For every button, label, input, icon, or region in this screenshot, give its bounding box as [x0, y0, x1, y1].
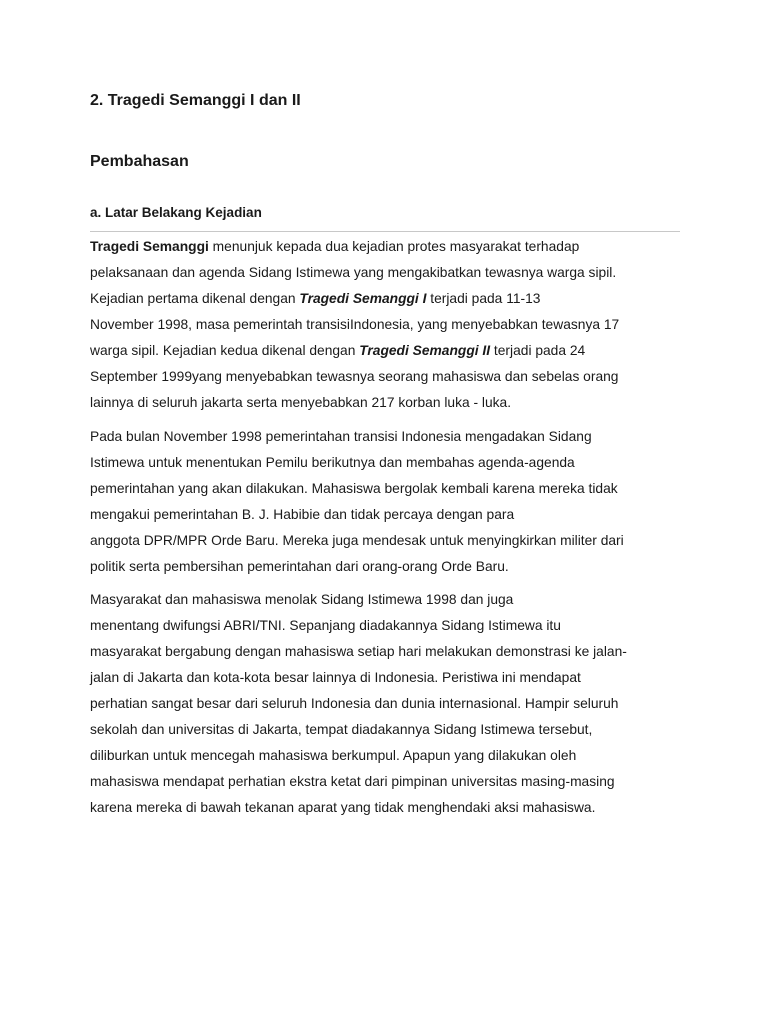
bold-italic-term: Tragedi Semanggi I	[299, 291, 427, 306]
paragraph-line	[90, 234, 690, 260]
paragraph-line: November 1998, masa pemerintah transisiIndonesia, yang menyebabkan tewasnya 17	[90, 317, 620, 332]
paragraph-line: sekolah dan universitas di Jakarta, tempat diadakannya Sidang Istimewa tersebut,	[90, 722, 593, 737]
text-run: warga sipil. Kejadian kedua dikenal dengan	[90, 343, 360, 358]
subsection-title: a. Latar Belakang Kejadian	[90, 205, 262, 220]
paragraph-line: menentang dwifungsi ABRI/TNI. Sepanjang diadakannya Sidang Istimewa itu	[90, 618, 561, 633]
paragraph-line: mahasiswa mendapat perhatian ekstra ketat dari pimpinan universitas masing-masing	[90, 774, 615, 789]
divider-line	[90, 231, 680, 232]
document-title: 2. Tragedi Semanggi I dan II	[90, 92, 301, 109]
paragraph-line: diliburkan untuk mencegah mahasiswa berkumpul. Apapun yang dilakukan oleh	[90, 748, 577, 763]
paragraph-line: Masyarakat dan mahasiswa menolak Sidang Istimewa 1998 dan juga	[90, 592, 514, 607]
paragraph-line: politik serta pembersihan pemerintahan dari orang-orang Orde Baru.	[90, 559, 509, 574]
paragraph-background	[90, 234, 690, 416]
text-run: menunjuk kepada dua kejadian protes masyarakat terhadap	[208, 239, 580, 254]
text-run: Kejadian pertama dikenal dengan	[90, 291, 300, 306]
paragraph-sidang-istimewa	[90, 424, 690, 580]
paragraph-line: mengakui pemerintahan B. J. Habibie dan tidak percaya dengan para	[90, 507, 515, 522]
paragraph-line: pemerintahan yang akan dilakukan. Mahasiswa bergolak kembali karena mereka tidak	[90, 481, 618, 496]
paragraph-line	[90, 338, 690, 364]
paragraph-line: September 1999yang menyebabkan tewasnya seorang mahasiswa dan sebelas orang	[90, 369, 619, 384]
paragraph-line: karena mereka di bawah tekanan aparat yang tidak menghendaki aksi mahasiswa.	[90, 800, 596, 815]
paragraph-demonstrasi	[90, 587, 690, 821]
paragraph-line: pelaksanaan dan agenda Sidang Istimewa yang mengakibatkan tewasnya warga sipil.	[90, 265, 617, 280]
text-run: terjadi pada 11-13	[426, 291, 541, 306]
paragraph-line: masyarakat bergabung dengan mahasiswa setiap hari melakukan demonstrasi ke jalan-	[90, 644, 627, 659]
paragraph-line: Pada bulan November 1998 pemerintahan transisi Indonesia mengadakan Sidang	[90, 429, 592, 444]
paragraph-line: jalan di Jakarta dan kota-kota besar lainnya di Indonesia. Peristiwa ini mendapat	[90, 670, 581, 685]
bold-italic-term: Tragedi Semanggi II	[359, 343, 491, 358]
text-run: terjadi pada 24	[490, 343, 586, 358]
paragraph-line: lainnya di seluruh jakarta serta menyebabkan 217 korban luka - luka.	[90, 395, 512, 410]
paragraph-line	[90, 286, 690, 312]
paragraph-line: perhatian sangat besar dari seluruh Indonesia dan dunia internasional. Hampir seluruh	[90, 696, 619, 711]
paragraph-line: Istimewa untuk menentukan Pemilu berikutnya dan membahas agenda-agenda	[90, 455, 575, 470]
paragraph-line: anggota DPR/MPR Orde Baru. Mereka juga mendesak untuk menyingkirkan militer dari	[90, 533, 624, 548]
section-title: Pembahasan	[90, 153, 189, 170]
bold-term: Tragedi Semanggi	[90, 239, 209, 254]
